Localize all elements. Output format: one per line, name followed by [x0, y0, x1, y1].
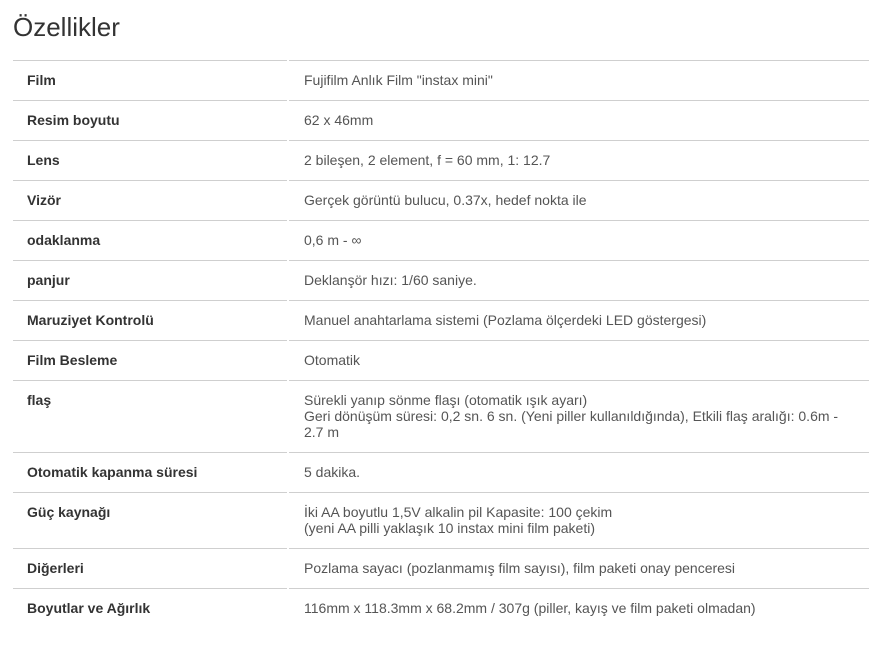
spec-value — [288, 493, 869, 549]
spec-value-line: İki AA boyutlu 1,5V alkalin pil Kapasite: 100 çekim — [304, 504, 613, 520]
spec-value-line: 5 dakika. — [304, 464, 361, 480]
spec-row — [13, 341, 869, 381]
spec-value-line: Gerçek görüntü bulucu, 0.37x, hedef nokta ile — [304, 192, 587, 208]
spec-value-line: Pozlama sayacı (pozlanmamış film sayısı), film paketi onay penceresi — [304, 560, 736, 576]
spec-value-line: (yeni AA pilli yaklaşık 10 instax mini film paketi) — [304, 520, 595, 536]
spec-table — [13, 60, 869, 628]
spec-value — [288, 301, 869, 341]
spec-row — [13, 141, 869, 181]
spec-label: Resim boyutu — [13, 101, 288, 141]
page-title: Özellikler — [13, 12, 120, 42]
spec-row — [13, 261, 869, 301]
spec-row — [13, 589, 869, 629]
spec-value-line: 116mm x 118.3mm x 68.2mm / 307g (piller, kayış ve film paketi olmadan) — [304, 600, 756, 616]
spec-value-line: Geri dönüşüm süresi: 0,2 sn. 6 sn. (Yeni piller kullanıldığında), Etkili flaş aralığı: 0.6m - 2.7 m — [304, 408, 839, 440]
spec-value-line: 2 bileşen, 2 element, f = 60 mm, 1: 12.7 — [304, 152, 551, 168]
spec-value — [288, 589, 869, 629]
spec-value-line: Sürekli yanıp sönme flaşı (otomatik ışık ayarı) — [304, 392, 588, 408]
spec-label: odaklanma — [13, 221, 288, 261]
spec-value — [288, 61, 869, 101]
spec-value — [288, 101, 869, 141]
spec-label: flaş — [13, 381, 288, 453]
spec-value-line: Fujifilm Anlık Film "instax mini" — [304, 72, 493, 88]
spec-row — [13, 453, 869, 493]
spec-value — [288, 381, 869, 453]
spec-label: Diğerleri — [13, 549, 288, 589]
spec-label: Vizör — [13, 181, 288, 221]
spec-label: Güç kaynağı — [13, 493, 288, 549]
spec-row — [13, 549, 869, 589]
spec-row — [13, 301, 869, 341]
spec-row — [13, 61, 869, 101]
spec-label: Otomatik kapanma süresi — [13, 453, 288, 493]
spec-row — [13, 493, 869, 549]
spec-value-line: Deklanşör hızı: 1/60 saniye. — [304, 272, 477, 288]
spec-label: Film — [13, 61, 288, 101]
spec-row — [13, 381, 869, 453]
spec-value — [288, 221, 869, 261]
spec-table-body — [13, 61, 869, 629]
spec-row — [13, 221, 869, 261]
spec-value-line: 62 x 46mm — [304, 112, 374, 128]
spec-label: Film Besleme — [13, 341, 288, 381]
spec-value — [288, 549, 869, 589]
spec-value — [288, 141, 869, 181]
spec-label: Lens — [13, 141, 288, 181]
spec-value — [288, 261, 869, 301]
spec-row — [13, 181, 869, 221]
spec-label: Boyutlar ve Ağırlık — [13, 589, 288, 629]
spec-value-line: Otomatik — [304, 352, 361, 368]
spec-value-line: 0,6 m - ∞ — [304, 232, 362, 248]
spec-value-line: Manuel anahtarlama sistemi (Pozlama ölçerdeki LED göstergesi) — [304, 312, 707, 328]
spec-label: panjur — [13, 261, 288, 301]
spec-value — [288, 453, 869, 493]
spec-value — [288, 181, 869, 221]
spec-label: Maruziyet Kontrolü — [13, 301, 288, 341]
spec-value — [288, 341, 869, 381]
spec-row — [13, 101, 869, 141]
